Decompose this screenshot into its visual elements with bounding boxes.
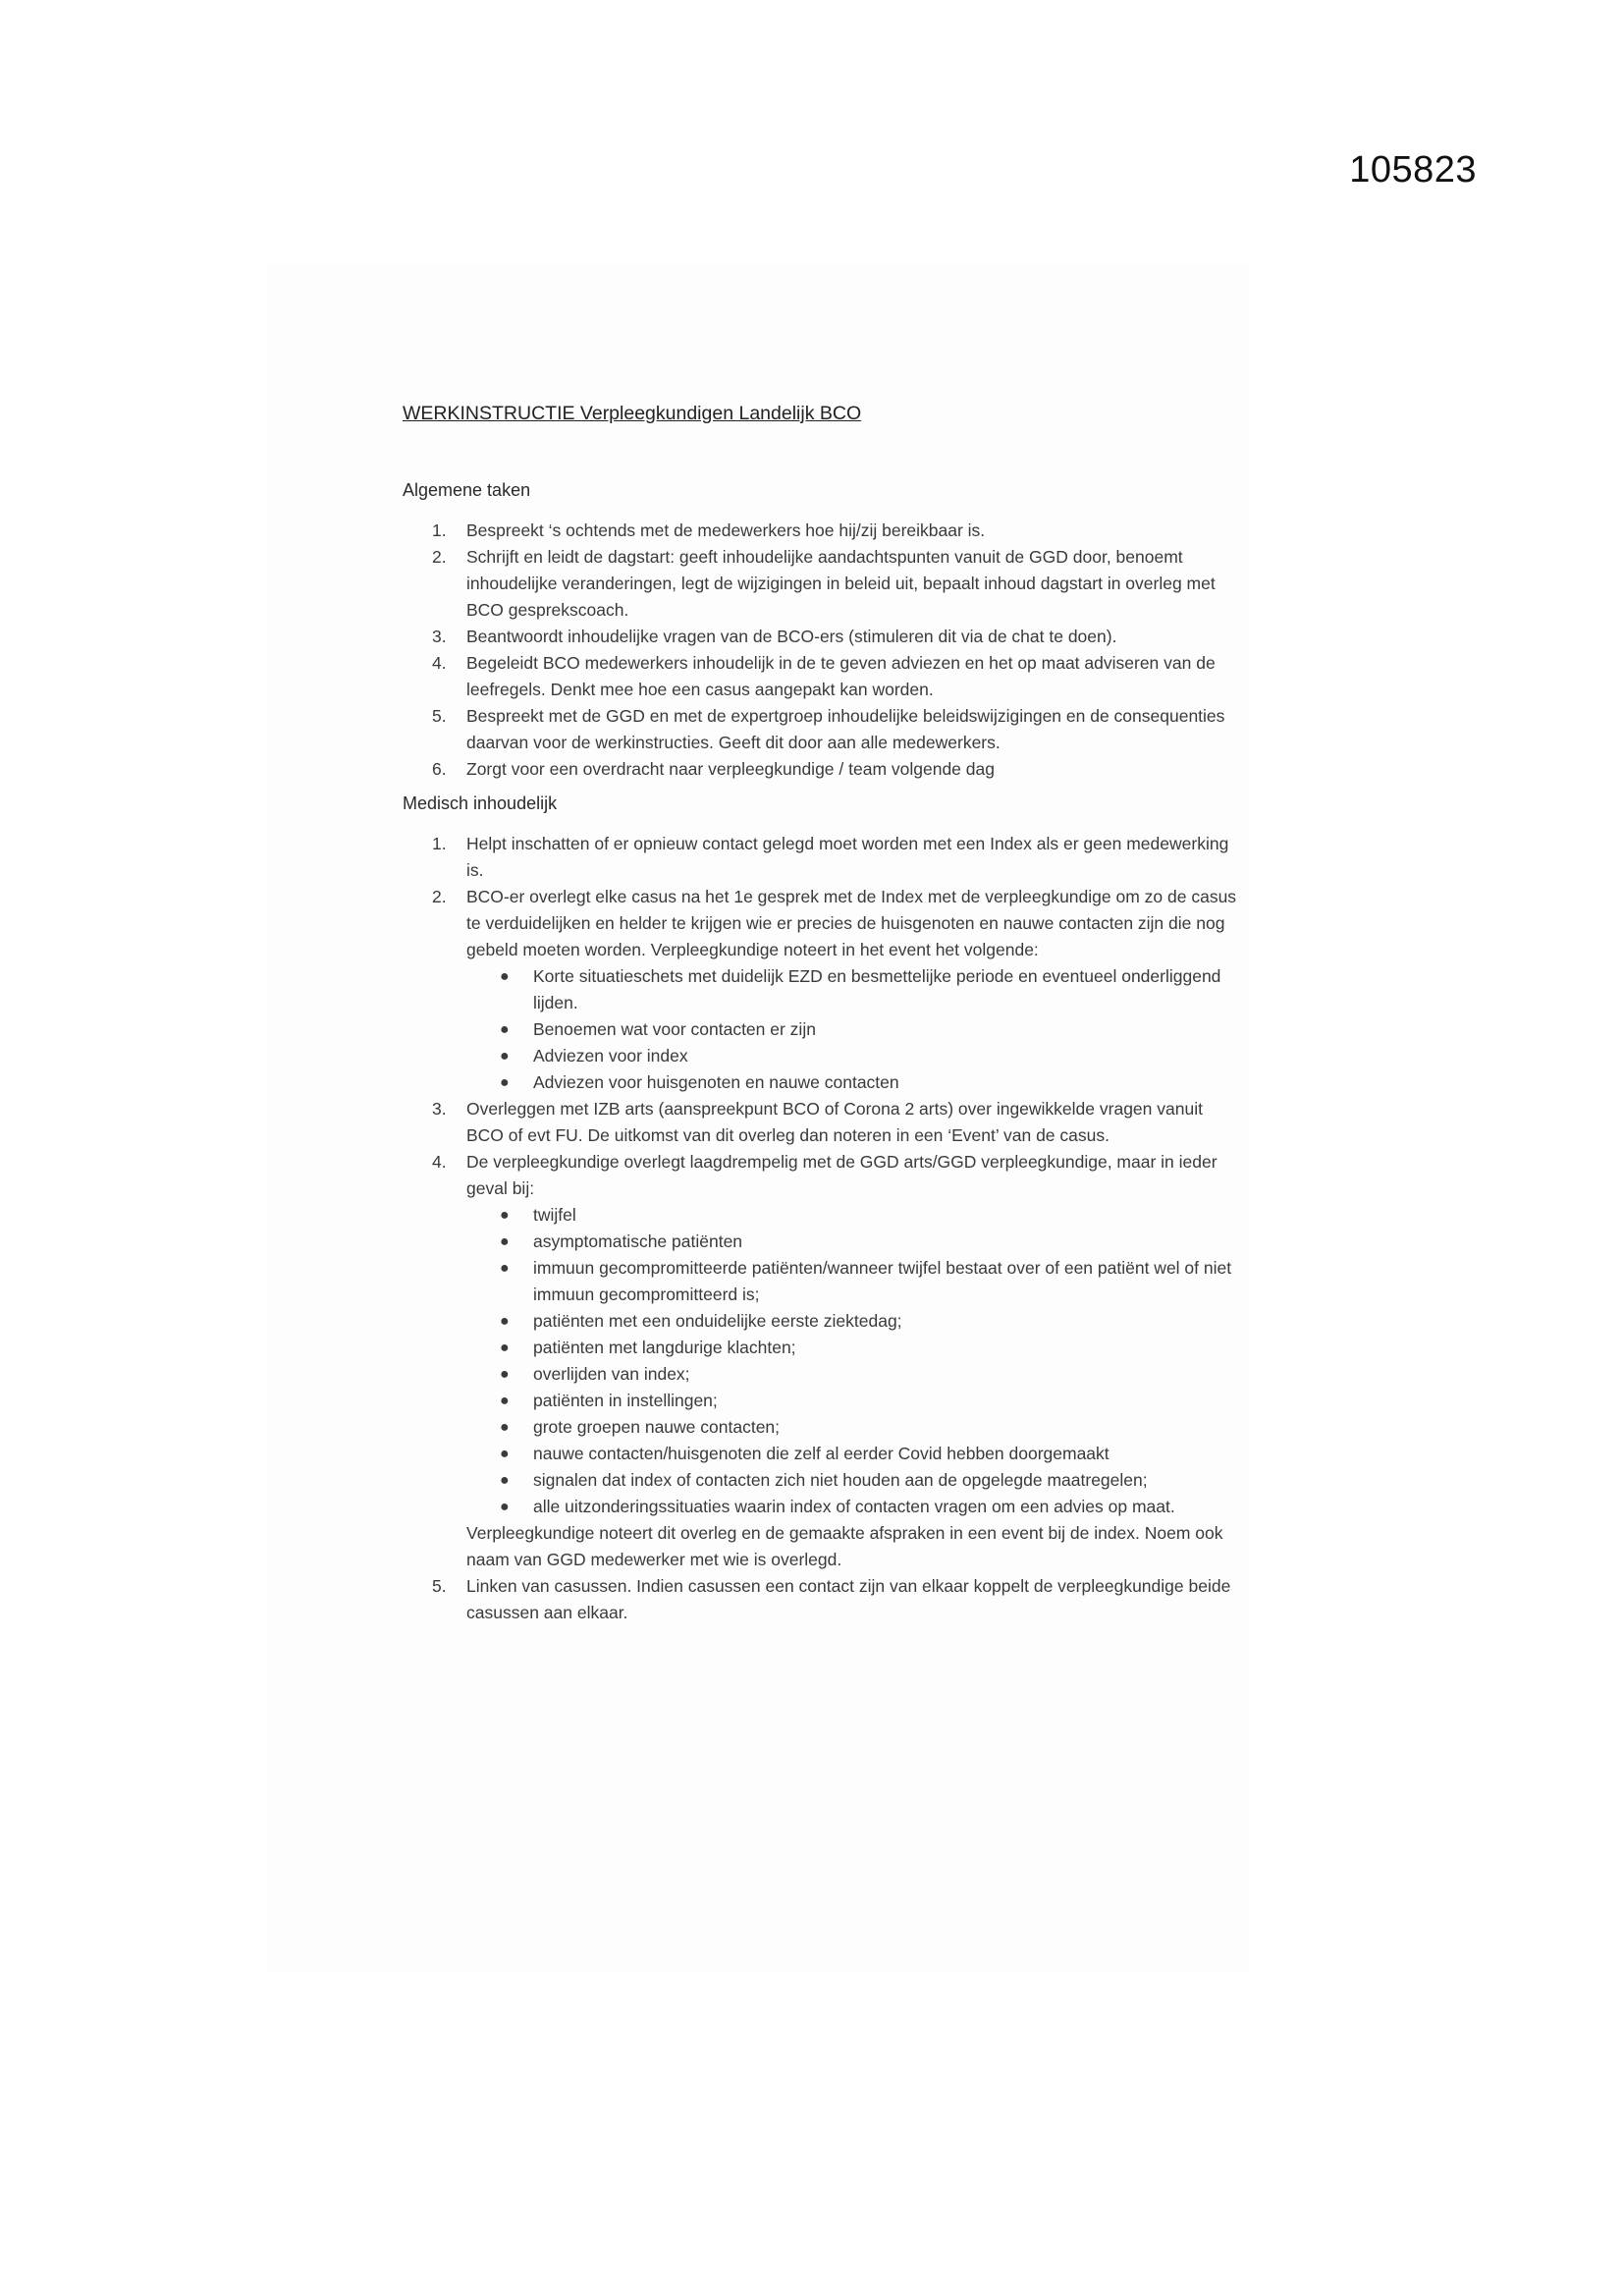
list-item	[403, 1096, 1237, 1149]
bullet-item	[466, 1335, 1237, 1361]
list-item	[403, 518, 1237, 544]
bullet-text: patiënten in instellingen;	[533, 1391, 718, 1410]
bullet-icon: ●	[500, 1339, 510, 1356]
medisch-inhoudelijk-list	[403, 831, 1237, 1626]
item-number: 5.	[432, 706, 447, 726]
document-title: WERKINSTRUCTIE Verpleegkundigen Landelijk BCO	[403, 403, 862, 424]
bullet-text: Benoemen wat voor contacten er zijn	[533, 1019, 816, 1039]
list-item	[403, 544, 1237, 624]
document-number: 105823	[1349, 149, 1477, 191]
bullet-item	[466, 1229, 1237, 1255]
item-text: Overleggen met IZB arts (aanspreekpunt BCO of Corona 2 arts) over ingewikkelde vragen vanuit BCO of evt FU. De uitkomst van dit overleg dan noteren in een ‘Event’ van de casus.	[466, 1099, 1203, 1145]
item-number: 2.	[432, 887, 447, 906]
bullet-text: grote groepen nauwe contacten;	[533, 1417, 781, 1437]
bullet-icon: ●	[500, 1021, 510, 1038]
bullet-icon: ●	[500, 1472, 510, 1489]
list-item	[403, 831, 1237, 884]
bullet-item	[466, 1467, 1237, 1494]
bullet-icon: ●	[500, 1207, 510, 1224]
bullet-item	[466, 1494, 1237, 1520]
item-text: Bespreekt ‘s ochtends met de medewerkers hoe hij/zij bereikbaar is.	[466, 520, 986, 540]
consult-cases-bullets	[466, 1202, 1237, 1520]
bullet-text: overlijden van index;	[533, 1364, 690, 1384]
list-item	[403, 884, 1237, 1096]
section-heading-medisch-inhoudelijk: Medisch inhoudelijk	[403, 793, 558, 813]
bullet-icon: ●	[500, 1366, 510, 1383]
bullet-text: twijfel	[533, 1205, 576, 1225]
bullet-icon: ●	[500, 1446, 510, 1462]
bullet-text: patiënten met langdurige klachten;	[533, 1338, 796, 1357]
bullet-icon: ●	[500, 1499, 510, 1515]
bullet-icon: ●	[500, 1313, 510, 1330]
item-text: Linken van casussen. Indien casussen een contact zijn van elkaar koppelt de verpleegkundige beide casussen aan elkaar.	[466, 1576, 1231, 1622]
list-item	[403, 703, 1237, 756]
item-number: 5.	[432, 1576, 447, 1596]
list-item	[403, 624, 1237, 650]
bullet-item	[466, 963, 1237, 1016]
bullet-icon: ●	[500, 1233, 510, 1250]
list-item	[403, 1573, 1237, 1626]
event-notes-bullets	[466, 963, 1237, 1096]
item-number: 6.	[432, 759, 447, 779]
bullet-item	[466, 1308, 1237, 1335]
bullet-item	[466, 1255, 1237, 1308]
list-item	[403, 650, 1237, 703]
bullet-icon: ●	[500, 1260, 510, 1277]
bullet-item	[466, 1361, 1237, 1388]
bullet-text: asymptomatische patiënten	[533, 1231, 743, 1251]
item-number: 3.	[432, 627, 447, 646]
section-heading-algemene-taken: Algemene taken	[403, 480, 531, 500]
bullet-text: Adviezen voor huisgenoten en nauwe contacten	[533, 1072, 899, 1092]
item-text: Schrijft en leidt de dagstart: geeft inhoudelijke aandachtspunten vanuit de GGD door, benoemt inhoudelijke veranderingen, legt de wijzigingen in beleid uit, bepaalt inhoud dagstart in overleg met BCO gesprekscoach.	[466, 547, 1216, 620]
bullet-icon: ●	[500, 1074, 510, 1091]
bullet-icon: ●	[500, 968, 510, 985]
bullet-text: alle uitzonderingssituaties waarin index of contacten vragen om een advies op maat.	[533, 1497, 1175, 1516]
item-number: 4.	[432, 653, 447, 673]
algemene-taken-list	[403, 518, 1237, 783]
item-text: Zorgt voor een overdracht naar verpleegkundige / team volgende dag	[466, 759, 995, 779]
item-text: De verpleegkundige overlegt laagdrempelig met de GGD arts/GGD verpleegkundige, maar in ieder geval bij:	[466, 1152, 1218, 1198]
bullet-text: immuun gecompromitteerde patiënten/wanneer twijfel bestaat over of een patiënt wel of niet immuun gecompromitteerd is;	[533, 1258, 1232, 1304]
bullet-item	[466, 1441, 1237, 1467]
bullet-text: Korte situatieschets met duidelijk EZD en besmettelijke periode en eventueel onderliggend lijden.	[533, 966, 1221, 1012]
bullet-item	[466, 1414, 1237, 1441]
item-text: Bespreekt met de GGD en met de expertgroep inhoudelijke beleidswijzigingen en de consequenties daarvan voor de werkinstructies. Geeft dit door aan alle medewerkers.	[466, 706, 1225, 752]
bullet-text: signalen dat index of contacten zich niet houden aan de opgelegde maatregelen;	[533, 1470, 1148, 1490]
item-text: BCO-er overlegt elke casus na het 1e gesprek met de Index met de verpleegkundige om zo de casus te verduidelijken en helder te krijgen wie er precies de huisgenoten en nauwe contacten zijn die nog gebeld moeten worden. Verpleegkundige noteert in het event het volgende:	[466, 887, 1237, 959]
item-number: 2.	[432, 547, 447, 567]
item-number: 4.	[432, 1152, 447, 1172]
bullet-item	[466, 1069, 1237, 1096]
item-number: 1.	[432, 834, 447, 853]
bullet-text: nauwe contacten/huisgenoten die zelf al eerder Covid hebben doorgemaakt	[533, 1444, 1110, 1463]
bullet-text: patiënten met een onduidelijke eerste ziektedag;	[533, 1311, 902, 1331]
bullet-icon: ●	[500, 1048, 510, 1065]
bullet-text: Adviezen voor index	[533, 1046, 688, 1066]
bullet-icon: ●	[500, 1419, 510, 1436]
list-item	[403, 1149, 1237, 1573]
consult-note: Verpleegkundige noteert dit overleg en de gemaakte afspraken in een event bij de index. Noem ook naam van GGD medewerker met wie is overlegd.	[466, 1523, 1223, 1569]
bullet-item	[466, 1388, 1237, 1414]
bullet-item	[466, 1043, 1237, 1069]
list-item	[403, 756, 1237, 783]
item-text: Helpt inschatten of er opnieuw contact gelegd moet worden met een Index als er geen medewerking is.	[466, 834, 1229, 880]
bullet-item	[466, 1202, 1237, 1229]
bullet-icon: ●	[500, 1393, 510, 1409]
document-body	[403, 401, 1237, 1626]
item-text: Beantwoordt inhoudelijke vragen van de BCO-ers (stimuleren dit via de chat te doen).	[466, 627, 1117, 646]
item-number: 3.	[432, 1099, 447, 1119]
item-number: 1.	[432, 520, 447, 540]
item-text: Begeleidt BCO medewerkers inhoudelijk in de te geven adviezen en het op maat adviseren van de leefregels. Denkt mee hoe een casus aangepakt kan worden.	[466, 653, 1216, 699]
bullet-item	[466, 1016, 1237, 1043]
